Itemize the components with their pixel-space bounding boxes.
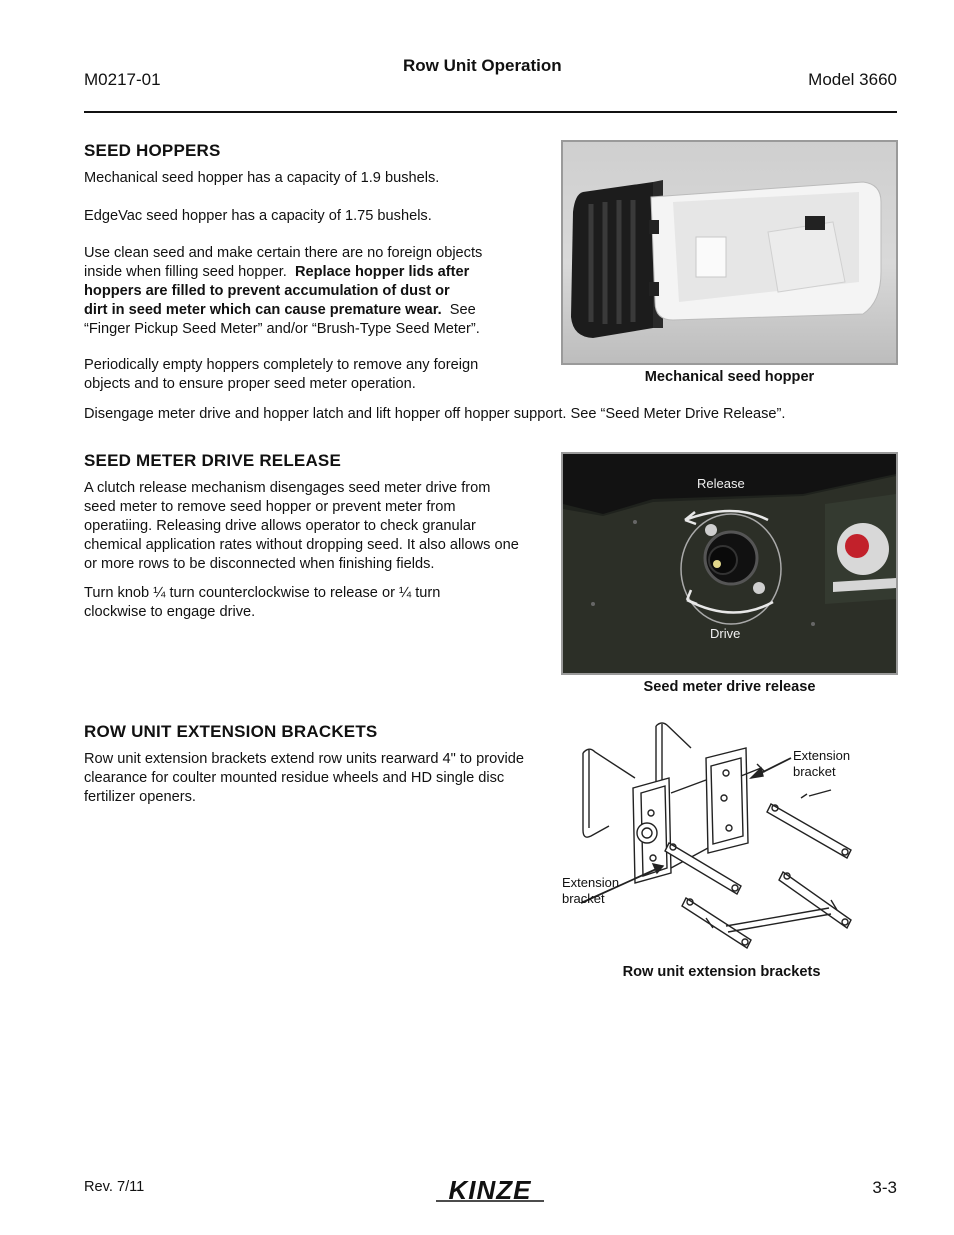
document-id: M0217-01 <box>84 70 161 89</box>
revision-label: Rev. 7/11 <box>84 1179 145 1195</box>
p3-line4-bold: dirt in seed meter which can cause premature wear. <box>84 302 442 318</box>
release-label: Release <box>697 476 745 491</box>
drive-label: Drive <box>710 626 741 641</box>
drive-release-caption: Seed meter drive release <box>643 679 816 695</box>
seed-hopper-photo <box>561 140 898 365</box>
p3-line5: “Finger Pickup Seed Meter” and/or “Brush-Type Seed Meter”. <box>84 321 480 337</box>
callout-left <box>562 875 619 907</box>
drive-release-photo <box>561 452 898 675</box>
model-label: Model 3660 <box>808 70 897 89</box>
page-number: 3-3 <box>872 1178 897 1197</box>
seed-hopper-caption: Mechanical seed hopper <box>644 369 815 385</box>
p3-line4 <box>84 301 524 320</box>
p3-line4-plain: See <box>441 302 476 318</box>
seed-meter-p2: Turn knob ¼ turn counterclockwise to release or ¼ turn clockwise to engage drive. <box>84 585 441 620</box>
seed-hopper-illustration <box>563 142 896 363</box>
kinze-logo <box>430 1176 550 1204</box>
seed-hoppers-p5: Disengage meter drive and hopper latch and lift hopper off hopper support. See “Seed Meter Drive Release”. <box>84 406 786 422</box>
seed-meter-p1: A clutch release mechanism disengages seed meter drive from seed meter to remove seed hopper or prevent meter from operatiing. Releasing drive allows operator to check granular chemical application rates without dropping seed. It also allows one or more rows to be disconnected when finishing fields. <box>84 480 519 572</box>
callout-top-line1: Extension <box>793 748 851 763</box>
callout-top <box>793 748 850 780</box>
p3-line3-bold: hoppers are filled to prevent accumulation of dust or <box>84 283 450 299</box>
p3-line2-plain: inside when filling seed hopper. <box>84 264 295 280</box>
seed-hoppers-p2: EdgeVac seed hopper has a capacity of 1.75 bushels. <box>84 208 432 224</box>
p3-line2-bold: Replace hopper lids after <box>294 264 470 280</box>
p3-line2 <box>84 263 524 282</box>
p3-line3 <box>84 282 524 301</box>
seed-hoppers-heading: SEED HOPPERS <box>84 141 221 160</box>
extension-caption: Row unit extension brackets <box>622 964 821 980</box>
kinze-logo-text: KINZE <box>448 1176 532 1204</box>
header-rule <box>84 111 897 113</box>
extension-heading: ROW UNIT EXTENSION BRACKETS <box>84 722 378 741</box>
p3-line1: Use clean seed and make certain there are no foreign objects <box>84 245 483 261</box>
seed-hoppers-p1: Mechanical seed hopper has a capacity of 1.9 bushels. <box>84 170 440 186</box>
callout-top-line2: bracket <box>793 764 836 779</box>
extension-p1: Row unit extension brackets extend row units rearward 4" to provide clearance for coulter mounted residue wheels and HD single disc fertilizer openers. <box>84 751 524 805</box>
callout-left-line1: Extension <box>562 875 620 890</box>
extension-bracket-drawing <box>561 718 898 968</box>
seed-hoppers-p4: Periodically empty hoppers completely to remove any foreign objects and to ensure proper seed meter operation. <box>84 357 479 392</box>
seed-hoppers-p3 <box>84 244 524 339</box>
seed-meter-heading: SEED METER DRIVE RELEASE <box>84 451 342 470</box>
page-title: Row Unit Operation <box>403 56 562 75</box>
kinze-logo-mark <box>430 1176 550 1204</box>
callout-left-line2: bracket <box>562 891 605 906</box>
